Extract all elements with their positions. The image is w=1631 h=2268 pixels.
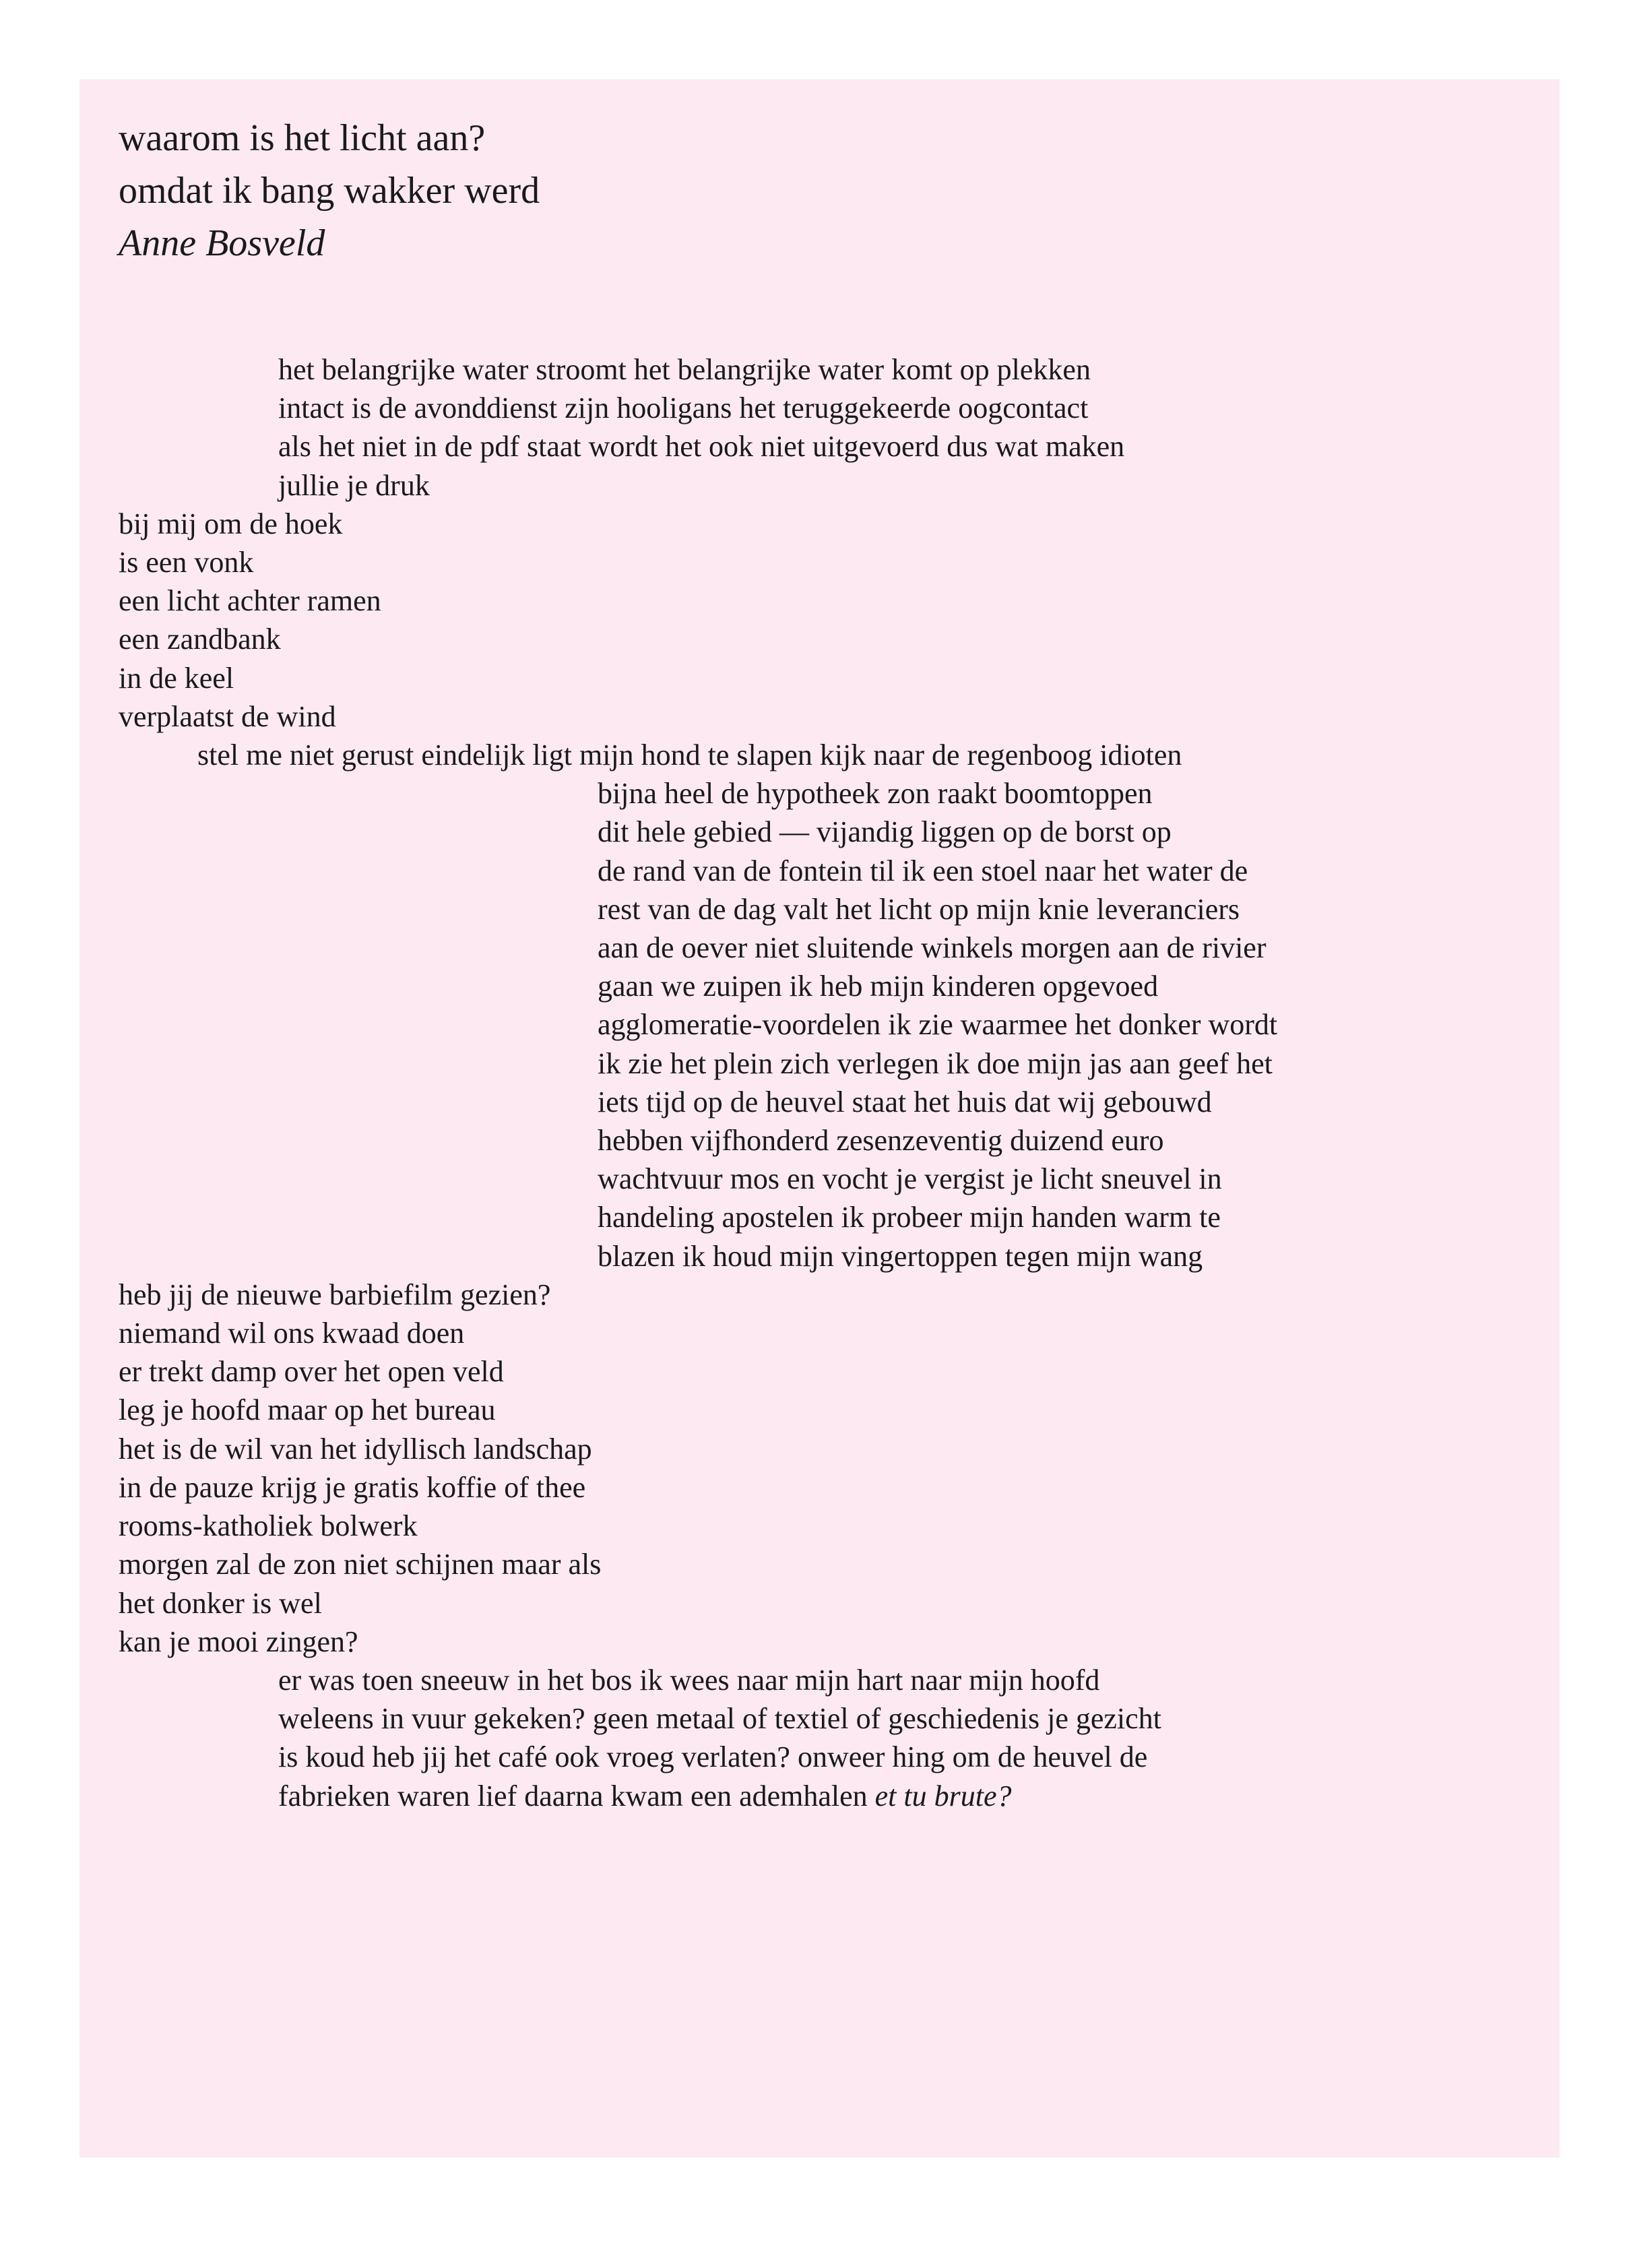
- poem-line: bijna heel de hypotheek zon raakt boomtoppen: [598, 777, 1153, 811]
- poem-line: handeling apostelen ik probeer mijn handen warm te: [598, 1201, 1221, 1234]
- poem-line: is koud heb jij het café ook vroeg verlaten? onweer hing om de heuvel de: [278, 1740, 1148, 1774]
- poem-line: ik zie het plein zich verlegen ik doe mijn jas aan geef het: [598, 1046, 1273, 1080]
- poem-line: niemand wil ons kwaad doen: [119, 1317, 465, 1350]
- poem-line-italic: et tu brute?: [874, 1779, 1012, 1813]
- poem-title-line-2: omdat ik bang wakker werd: [119, 170, 540, 212]
- poem-line: er trekt damp over het open veld: [119, 1355, 504, 1389]
- poem-author: Anne Bosveld: [119, 222, 325, 264]
- poem-line: iets tijd op de heuvel staat het huis dat wij gebouwd: [598, 1085, 1212, 1119]
- poem-line: bij mij om de hoek: [119, 507, 343, 540]
- poem-line: aan de oever niet sluitende winkels morgen aan de rivier: [598, 931, 1267, 965]
- poem-line: verplaatst de wind: [119, 699, 336, 733]
- poem-line-text: fabrieken waren lief daarna kwam een ademhalen: [278, 1779, 868, 1813]
- poem-line: in de pauze krijg je gratis koffie of thee: [119, 1470, 586, 1504]
- poem-line: een licht achter ramen: [119, 584, 381, 618]
- poem-line: de rand van de fontein til ik een stoel naar het water de: [598, 854, 1248, 887]
- poem-line: heb jij de nieuwe barbiefilm gezien?: [119, 1278, 551, 1311]
- poem-line: stel me niet gerust eindelijk ligt mijn hond te slapen kijk naar de regenboog idioten: [197, 738, 1182, 772]
- poem-line: gaan we zuipen ik heb mijn kinderen opgevoed: [598, 970, 1159, 1003]
- poem-line: rest van de dag valt het licht op mijn knie leveranciers: [598, 892, 1240, 926]
- poem-line: morgen zal de zon niet schijnen maar als: [119, 1548, 602, 1581]
- poem-line: in de keel: [119, 661, 234, 695]
- stanza-5: [119, 1275, 1533, 1661]
- poem-line: agglomeratie-voordelen ik zie waarmee het donker wordt: [598, 1008, 1278, 1042]
- poem-line: er was toen sneeuw in het bos ik wees naar mijn hart naar mijn hoofd: [278, 1663, 1100, 1697]
- poem-title-line-1: waarom is het licht aan?: [119, 117, 486, 159]
- poem-line: is een vonk: [119, 546, 254, 579]
- poem-body: [119, 350, 1533, 1815]
- poem-line: het is de wil van het idyllisch landschap: [119, 1432, 592, 1466]
- poem-line: intact is de avonddienst zijn hooligans het teruggekeerde oogcontact: [278, 391, 1089, 425]
- stanza-1: [119, 350, 1533, 505]
- poem-line: als het niet in de pdf staat wordt het ook niet uitgevoerd dus wat maken: [278, 430, 1125, 464]
- poem-line: het donker is wel: [119, 1586, 322, 1620]
- poem-line: het belangrijke water stroomt het belangrijke water komt op plekken: [278, 353, 1091, 386]
- poem-line: een zandbank: [119, 623, 281, 656]
- poem-line: jullie je druk: [278, 468, 430, 502]
- stanza-6: [119, 1661, 1533, 1815]
- poem-line: [278, 1777, 1533, 1815]
- poem-line: wachtvuur mos en vocht je vergist je licht sneuvel in: [598, 1162, 1222, 1196]
- stanza-2: [119, 505, 1533, 736]
- poem-line: hebben vijfhonderd zesenzeventig duizend euro: [598, 1124, 1164, 1158]
- poem-line: rooms-katholiek bolwerk: [119, 1509, 418, 1543]
- poem-line: leg je hoofd maar op het bureau: [119, 1393, 496, 1427]
- poem-line: dit hele gebied — vijandig liggen op de borst op: [598, 815, 1172, 849]
- poem-line: weleens in vuur gekeken? geen metaal of textiel of geschiedenis je gezicht: [278, 1702, 1161, 1736]
- poem-header: [119, 112, 540, 270]
- poem-line: kan je mooi zingen?: [119, 1625, 358, 1658]
- stanza-4: [119, 774, 1533, 1275]
- stanza-3: [119, 736, 1533, 774]
- poem-line: blazen ik houd mijn vingertoppen tegen mijn wang: [598, 1239, 1203, 1273]
